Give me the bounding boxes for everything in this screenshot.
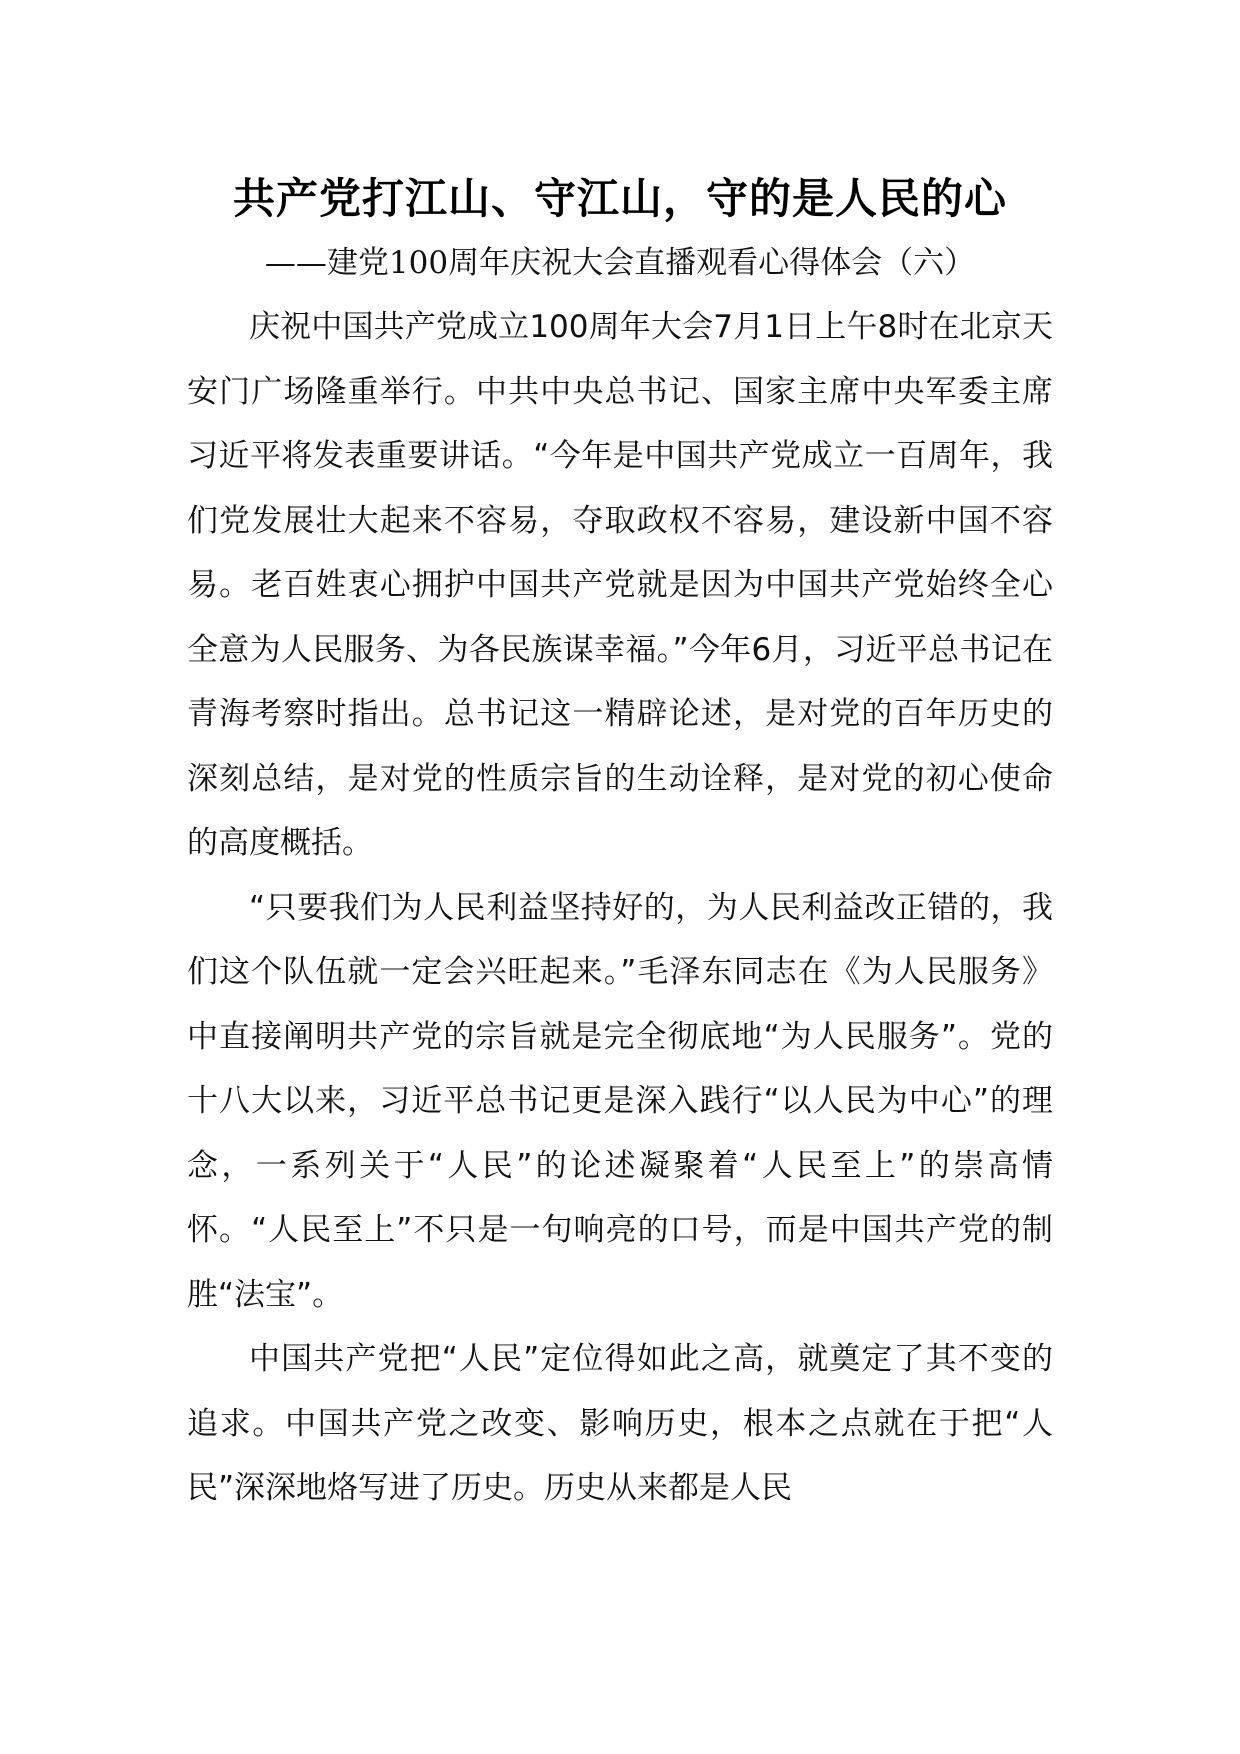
body-paragraph: 庆祝中国共产党成立100周年大会7月1日上午8时在北京天安门广场隆重举行。中共中央总书记、国家主席中央军委主席习近平将发表重要讲话。“今年是中国共产党成立一百周年，我们党发展壮大起来不容易，夺取政权不容易，建设新中国不容易。老百姓衷心拥护中国共产党就是因为中国共产党始终全心全意为人民服务、为各民族谋幸福。”今年6月，习近平总书记在青海考察时指出。总书记这一精辟论述，是对党的百年历史的深刻总结，是对党的性质宗旨的生动诠释，是对党的初心使命的高度概括。 (187, 309, 1053, 861)
document-body (187, 295, 1053, 1521)
body-paragraph: “只要我们为人民利益坚持好的，为人民利益改正错的，我们这个队伍就一定会兴旺起来。”毛泽东同志在《为人民服务》中直接阐明共产党的宗旨就是完全彻底地“为人民服务”。党的十八大以来，习近平总书记更是深入践行“以人民为中心”的理念，一系列关于“人民”的论述凝聚着“人民至上”的崇高情怀。“人民至上”不只是一句响亮的口号，而是中国共产党的制胜“法宝”。 (187, 889, 1053, 1313)
document-subtitle: ——建党100周年庆祝大会直播观看心得体会（六） (264, 245, 976, 281)
document-title: 共产党打江山、守江山，守的是人民的心 (232, 174, 1007, 223)
body-paragraph: 中国共产党把“人民”定位得如此之高，就奠定了其不变的追求。中国共产党之改变、影响历史，根本之点就在于把“人民”深深地烙写进了历史。历史从来都是人民 (187, 1341, 1053, 1506)
